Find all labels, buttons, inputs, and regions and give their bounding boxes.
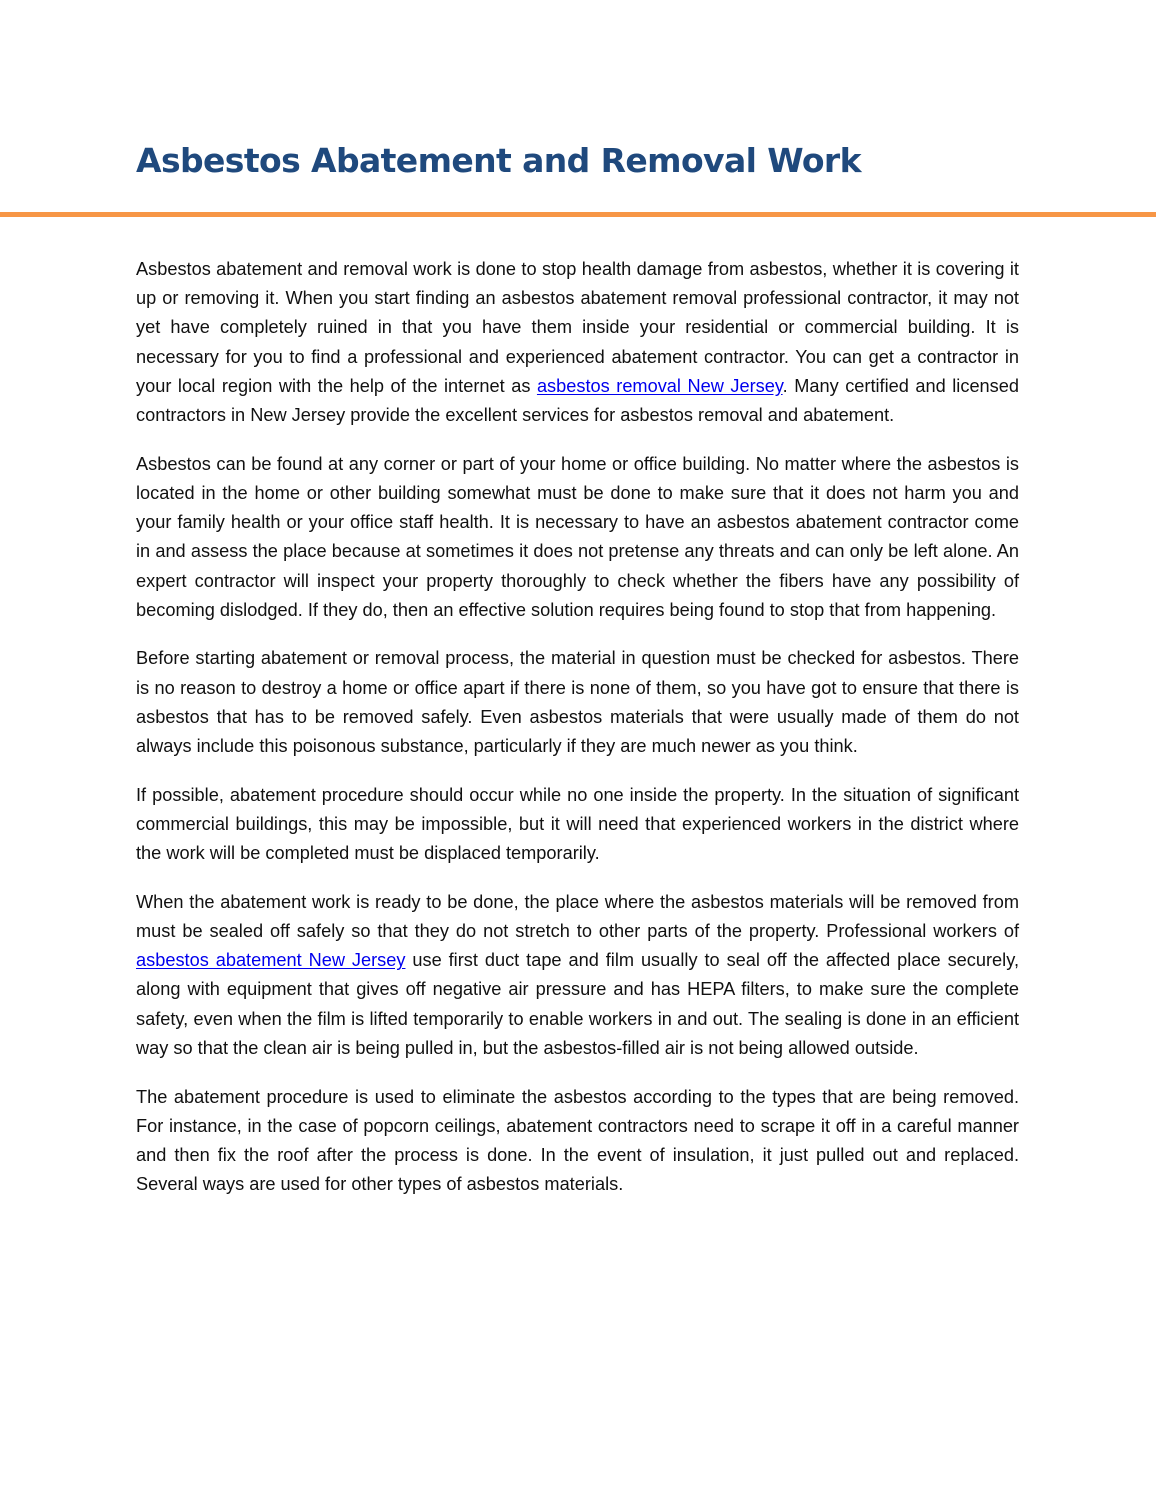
paragraph-1-text-after: . Many certified and licensed contractors in New Jersey provide the excellent services for asbestos removal and abatement. (136, 375, 1019, 426)
paragraph-1 (136, 255, 1019, 430)
paragraph-5-text-before: When the abatement work is ready to be done, the place where the asbestos materials will be removed from must be sealed off safely so that they do not stretch to other parts of the property. Professional workers of (136, 891, 1019, 942)
orange-divider (0, 212, 1156, 217)
article-body (136, 255, 1019, 1219)
paragraph-2: Asbestos can be found at any corner or part of your home or office building. No matter where the asbestos is located in the home or other building somewhat must be done to make sure that it does not harm you and your family health or your office staff health. It is necessary to have an asbestos abatement contractor come in and assess the place because at sometimes it does not pretense any threats and can only be left alone. An expert contractor will inspect your property thoroughly to check whether the fibers have any possibility of becoming dislodged. If they do, then an effective solution requires being found to stop that from happening. (136, 453, 1019, 620)
paragraph-5-text-after: use first duct tape and film usually to seal off the affected place securely, along with equipment that gives off negative air pressure and has HEPA filters, to make sure the complete safety, even when the film is lifted temporarily to enable workers in and out. The sealing is done in an efficient way so that the clean air is being pulled in, but the asbestos-filled air is not being allowed outside. (136, 950, 1019, 1058)
paragraph-6: The abatement procedure is used to eliminate the asbestos according to the types that are being removed. For instance, in the case of popcorn ceilings, abatement contractors need to scrape it off in a careful manner and then fix the roof after the process is done. In the event of insulation, it just pulled out and replaced. Several ways are used for other types of asbestos materials. (136, 1086, 1019, 1195)
asbestos-removal-new-jersey-link[interactable]: asbestos removal New Jersey (536, 375, 783, 396)
paragraph-5 (136, 888, 1019, 1063)
asbestos-abatement-new-jersey-link[interactable]: asbestos abatement New Jersey (136, 950, 406, 971)
page-title: Asbestos Abatement and Removal Work (136, 141, 861, 180)
paragraph-1-text-before: Asbestos abatement and removal work is done to stop health damage from asbestos, whether it is covering it up or removing it. When you start finding an asbestos abatement removal professional contractor, it may not yet have completely ruined in that you have them inside your residential or commercial building. It is necessary for you to find a professional and experienced abatement contractor. You can get a contractor in your local region with the help of the internet as (136, 259, 1019, 396)
paragraph-4: If possible, abatement procedure should occur while no one inside the property. In the situation of significant commercial buildings, this may be impossible, but it will need that experienced workers in the district where the work will be completed must be displaced temporarily. (136, 784, 1019, 864)
paragraph-3: Before starting abatement or removal process, the material in question must be checked for asbestos. There is no reason to destroy a home or office apart if there is none of them, so you have got to ensure that there is asbestos that has to be removed safely. Even asbestos materials that were usually made of them do not always include this poisonous substance, particularly if they are much newer as you think. (136, 648, 1019, 757)
